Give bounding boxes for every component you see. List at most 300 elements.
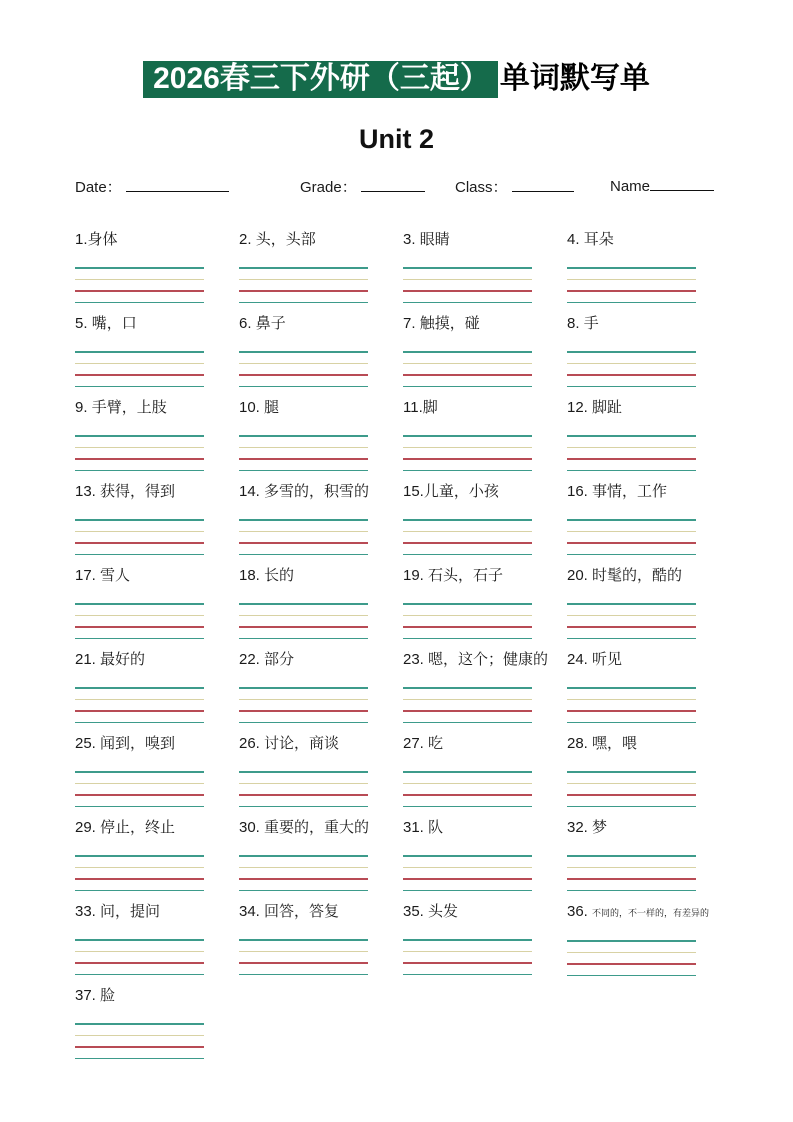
- writing-lines-block: [239, 603, 368, 639]
- item-text: 梦: [592, 819, 608, 836]
- writing-line-top: [567, 603, 696, 605]
- writing-line-lower-mid: [75, 374, 204, 376]
- item-text: 雪人: [100, 567, 131, 584]
- writing-line-upper-mid: [239, 531, 368, 533]
- item-number: 6.: [239, 315, 256, 332]
- word-label: [239, 734, 403, 754]
- item-number: 13.: [75, 483, 101, 500]
- writing-line-top: [239, 603, 368, 605]
- word-item: [403, 482, 567, 566]
- item-text: 闻到，嗅到: [100, 735, 176, 752]
- word-item: [403, 650, 567, 734]
- writing-line-upper-mid: [239, 951, 368, 953]
- writing-line-top: [75, 267, 204, 269]
- writing-lines-block: [75, 267, 204, 303]
- writing-line-bottom: [567, 890, 696, 892]
- word-item: [75, 818, 239, 902]
- title-subtitle: 单词默写单: [499, 62, 650, 95]
- writing-line-bottom: [75, 470, 204, 472]
- item-number: 7.: [403, 315, 420, 332]
- word-grid: [75, 230, 745, 1070]
- word-label: [403, 482, 567, 502]
- item-number: 11.: [403, 399, 423, 416]
- word-item: [75, 398, 239, 482]
- item-text: 听见: [592, 651, 623, 668]
- grade-field: [300, 176, 425, 197]
- item-number: 19.: [403, 567, 429, 584]
- word-label: [75, 230, 239, 250]
- writing-line-lower-mid: [239, 458, 368, 460]
- item-text: 问，提问: [100, 903, 161, 920]
- writing-line-lower-mid: [239, 710, 368, 712]
- item-number: 37.: [75, 987, 101, 1004]
- item-text: 脚: [422, 399, 438, 416]
- writing-line-bottom: [239, 806, 368, 808]
- writing-line-bottom: [403, 806, 532, 808]
- writing-lines-block: [567, 687, 696, 723]
- word-label: [239, 230, 403, 250]
- writing-lines-block: [403, 351, 532, 387]
- item-text: 获得，得到: [100, 483, 176, 500]
- item-text: 头发: [428, 903, 459, 920]
- writing-lines-block: [567, 267, 696, 303]
- writing-line-lower-mid: [403, 374, 532, 376]
- writing-line-bottom: [403, 302, 532, 304]
- writing-lines-block: [403, 939, 532, 975]
- word-label: [403, 650, 567, 670]
- writing-line-upper-mid: [567, 531, 696, 533]
- writing-lines-block: [567, 519, 696, 555]
- writing-lines-block: [75, 687, 204, 723]
- writing-line-top: [239, 687, 368, 689]
- item-number: 26.: [239, 735, 265, 752]
- writing-line-top: [75, 1023, 204, 1025]
- item-text: 脸: [100, 987, 116, 1004]
- word-label: [567, 482, 731, 502]
- writing-line-top: [75, 939, 204, 941]
- writing-lines-block: [403, 687, 532, 723]
- writing-line-bottom: [75, 1058, 204, 1060]
- writing-line-bottom: [239, 890, 368, 892]
- writing-lines-block: [239, 519, 368, 555]
- class-blank-line: [512, 177, 574, 192]
- writing-line-bottom: [403, 554, 532, 556]
- word-label: [239, 482, 403, 502]
- writing-line-upper-mid: [239, 783, 368, 785]
- word-item: [567, 734, 731, 818]
- word-label: [75, 566, 239, 586]
- writing-lines-block: [239, 435, 368, 471]
- item-number: 21.: [75, 651, 101, 668]
- item-text: 鼻子: [255, 315, 286, 332]
- item-text: 嗯，这个；健康的: [428, 651, 549, 668]
- item-text: 儿童，小孩: [423, 483, 499, 500]
- word-item: [567, 818, 731, 902]
- item-number: 3.: [403, 231, 420, 248]
- item-text: 重要的，重大的: [264, 819, 370, 836]
- writing-line-lower-mid: [75, 542, 204, 544]
- word-item: [239, 398, 403, 482]
- item-text: 吃: [428, 735, 444, 752]
- writing-line-bottom: [239, 302, 368, 304]
- writing-line-upper-mid: [239, 867, 368, 869]
- writing-line-lower-mid: [239, 374, 368, 376]
- writing-line-upper-mid: [567, 699, 696, 701]
- word-item: [75, 650, 239, 734]
- writing-line-lower-mid: [75, 1046, 204, 1048]
- writing-line-upper-mid: [239, 615, 368, 617]
- writing-line-upper-mid: [567, 279, 696, 281]
- word-item: [567, 902, 731, 986]
- item-number: 32.: [567, 819, 593, 836]
- page-title: [0, 58, 793, 100]
- writing-lines-block: [239, 855, 368, 891]
- writing-line-bottom: [403, 722, 532, 724]
- item-number: 10.: [239, 399, 265, 416]
- word-item: [75, 314, 239, 398]
- writing-line-upper-mid: [75, 531, 204, 533]
- writing-line-bottom: [567, 722, 696, 724]
- item-text: 眼睛: [419, 231, 450, 248]
- writing-line-bottom: [403, 638, 532, 640]
- writing-line-bottom: [75, 554, 204, 556]
- writing-line-lower-mid: [567, 458, 696, 460]
- name-label: Name: [610, 178, 651, 195]
- writing-line-top: [75, 855, 204, 857]
- item-text: 耳朵: [583, 231, 614, 248]
- writing-line-top: [403, 771, 532, 773]
- writing-line-lower-mid: [239, 794, 368, 796]
- word-label: [239, 650, 403, 670]
- writing-line-bottom: [567, 470, 696, 472]
- item-text: 队: [428, 819, 444, 836]
- item-number: 18.: [239, 567, 265, 584]
- word-item: [75, 482, 239, 566]
- writing-line-top: [403, 267, 532, 269]
- writing-line-bottom: [239, 470, 368, 472]
- writing-line-lower-mid: [403, 458, 532, 460]
- writing-lines-block: [403, 267, 532, 303]
- word-item: [239, 230, 403, 314]
- writing-line-top: [239, 855, 368, 857]
- unit-title: Unit 2: [358, 124, 434, 154]
- writing-line-bottom: [567, 638, 696, 640]
- writing-line-upper-mid: [567, 867, 696, 869]
- word-item: [403, 398, 567, 482]
- writing-line-bottom: [75, 302, 204, 304]
- writing-line-lower-mid: [75, 962, 204, 964]
- word-label: [567, 398, 731, 418]
- writing-line-lower-mid: [403, 878, 532, 880]
- word-item: [403, 818, 567, 902]
- item-text: 不同的，不一样的，有差异的: [592, 908, 710, 918]
- writing-line-top: [75, 435, 204, 437]
- item-text: 触摸，碰: [419, 315, 480, 332]
- item-text: 头，头部: [255, 231, 316, 248]
- writing-line-lower-mid: [403, 962, 532, 964]
- class-field: [455, 176, 574, 197]
- writing-line-upper-mid: [403, 363, 532, 365]
- writing-lines-block: [567, 435, 696, 471]
- writing-lines-block: [75, 603, 204, 639]
- item-text: 时髦的，酷的: [592, 567, 683, 584]
- writing-line-lower-mid: [567, 626, 696, 628]
- writing-line-lower-mid: [239, 626, 368, 628]
- writing-line-lower-mid: [75, 458, 204, 460]
- item-number: 9.: [75, 399, 92, 416]
- writing-lines-block: [403, 771, 532, 807]
- writing-lines-block: [239, 267, 368, 303]
- item-number: 20.: [567, 567, 593, 584]
- writing-line-top: [567, 687, 696, 689]
- word-item: [75, 902, 239, 986]
- writing-line-upper-mid: [75, 951, 204, 953]
- class-label: Class：: [455, 179, 508, 196]
- word-item: [239, 566, 403, 650]
- writing-line-bottom: [75, 974, 204, 976]
- word-label: [75, 650, 239, 670]
- writing-line-bottom: [75, 386, 204, 388]
- item-number: 30.: [239, 819, 265, 836]
- writing-line-top: [567, 435, 696, 437]
- word-item: [239, 734, 403, 818]
- word-label: [239, 566, 403, 586]
- writing-line-top: [75, 687, 204, 689]
- writing-line-upper-mid: [75, 363, 204, 365]
- writing-line-upper-mid: [239, 279, 368, 281]
- item-number: 12.: [567, 399, 593, 416]
- item-text: 身体: [87, 231, 118, 248]
- writing-line-top: [239, 435, 368, 437]
- item-text: 事情，工作: [592, 483, 668, 500]
- item-text: 嘿，喂: [592, 735, 638, 752]
- writing-line-lower-mid: [403, 626, 532, 628]
- name-field: [610, 176, 714, 195]
- writing-line-upper-mid: [567, 783, 696, 785]
- writing-line-bottom: [403, 890, 532, 892]
- writing-line-bottom: [403, 974, 532, 976]
- writing-line-lower-mid: [567, 878, 696, 880]
- writing-line-lower-mid: [567, 963, 696, 965]
- item-number: 28.: [567, 735, 593, 752]
- word-item: [567, 566, 731, 650]
- word-item: [239, 902, 403, 986]
- writing-lines-block: [567, 603, 696, 639]
- item-text: 手臂，上肢: [91, 399, 167, 416]
- item-number: 25.: [75, 735, 101, 752]
- writing-line-bottom: [403, 470, 532, 472]
- writing-line-upper-mid: [567, 952, 696, 954]
- writing-lines-block: [239, 351, 368, 387]
- writing-line-top: [239, 771, 368, 773]
- writing-line-bottom: [403, 386, 532, 388]
- writing-lines-block: [75, 435, 204, 471]
- item-number: 8.: [567, 315, 584, 332]
- word-label: [567, 314, 731, 334]
- writing-line-bottom: [75, 722, 204, 724]
- writing-line-bottom: [567, 554, 696, 556]
- writing-lines-block: [239, 939, 368, 975]
- grade-blank-line: [361, 177, 425, 192]
- writing-line-top: [239, 519, 368, 521]
- item-text: 讨论，商谈: [264, 735, 340, 752]
- item-number: 33.: [75, 903, 101, 920]
- item-text: 回答，答复: [264, 903, 340, 920]
- writing-line-lower-mid: [567, 290, 696, 292]
- word-item: [239, 650, 403, 734]
- word-item: [567, 398, 731, 482]
- writing-line-top: [403, 603, 532, 605]
- word-item: [239, 314, 403, 398]
- item-number: 16.: [567, 483, 593, 500]
- writing-line-lower-mid: [75, 794, 204, 796]
- word-item: [403, 314, 567, 398]
- word-item: [403, 566, 567, 650]
- writing-line-lower-mid: [567, 794, 696, 796]
- writing-lines-block: [239, 771, 368, 807]
- word-label: [403, 902, 567, 922]
- item-number: 17.: [75, 567, 101, 584]
- date-field: [75, 176, 229, 197]
- word-label: [239, 818, 403, 838]
- item-number: 22.: [239, 651, 265, 668]
- date-blank-line: [126, 177, 229, 192]
- word-item: [567, 314, 731, 398]
- writing-line-lower-mid: [239, 878, 368, 880]
- item-number: 35.: [403, 903, 429, 920]
- writing-line-bottom: [567, 386, 696, 388]
- writing-line-upper-mid: [403, 447, 532, 449]
- writing-line-bottom: [239, 386, 368, 388]
- word-label: [75, 734, 239, 754]
- word-item: [75, 986, 239, 1070]
- writing-line-upper-mid: [403, 279, 532, 281]
- writing-line-lower-mid: [239, 290, 368, 292]
- writing-line-bottom: [567, 806, 696, 808]
- word-label: [75, 482, 239, 502]
- writing-lines-block: [239, 687, 368, 723]
- title-highlight: 2026春三下外研（三起）: [143, 61, 498, 98]
- writing-lines-block: [567, 855, 696, 891]
- writing-line-upper-mid: [75, 279, 204, 281]
- word-item: [75, 566, 239, 650]
- writing-line-top: [239, 267, 368, 269]
- item-text: 停止，终止: [100, 819, 176, 836]
- writing-lines-block: [75, 855, 204, 891]
- writing-lines-block: [75, 939, 204, 975]
- item-number: 14.: [239, 483, 265, 500]
- writing-lines-block: [567, 771, 696, 807]
- item-number: 27.: [403, 735, 429, 752]
- item-number: 23.: [403, 651, 429, 668]
- writing-line-lower-mid: [567, 374, 696, 376]
- writing-line-lower-mid: [75, 878, 204, 880]
- writing-line-bottom: [567, 302, 696, 304]
- writing-line-top: [403, 939, 532, 941]
- writing-line-upper-mid: [75, 783, 204, 785]
- writing-line-top: [75, 351, 204, 353]
- item-text: 石头，石子: [428, 567, 504, 584]
- writing-line-lower-mid: [403, 542, 532, 544]
- writing-line-upper-mid: [567, 447, 696, 449]
- writing-line-bottom: [75, 890, 204, 892]
- word-label: [403, 818, 567, 838]
- writing-line-upper-mid: [403, 951, 532, 953]
- writing-line-bottom: [239, 638, 368, 640]
- word-label: [403, 314, 567, 334]
- item-number: 24.: [567, 651, 593, 668]
- writing-line-lower-mid: [567, 710, 696, 712]
- word-label: [403, 566, 567, 586]
- word-label: [567, 566, 731, 586]
- word-label: [567, 902, 731, 923]
- writing-line-top: [567, 351, 696, 353]
- writing-line-upper-mid: [75, 867, 204, 869]
- word-label: [567, 650, 731, 670]
- writing-line-bottom: [239, 722, 368, 724]
- grade-label: Grade：: [300, 179, 357, 196]
- word-label: [239, 398, 403, 418]
- date-label: Date：: [75, 179, 122, 196]
- word-label: [567, 818, 731, 838]
- writing-line-top: [567, 940, 696, 942]
- writing-lines-block: [567, 351, 696, 387]
- writing-line-lower-mid: [239, 962, 368, 964]
- writing-line-top: [403, 435, 532, 437]
- writing-line-upper-mid: [403, 699, 532, 701]
- writing-line-upper-mid: [75, 699, 204, 701]
- writing-line-lower-mid: [403, 710, 532, 712]
- word-item: [567, 482, 731, 566]
- writing-line-upper-mid: [239, 699, 368, 701]
- writing-line-bottom: [75, 638, 204, 640]
- item-text: 多雪的，积雪的: [264, 483, 370, 500]
- item-text: 手: [583, 315, 599, 332]
- writing-line-top: [403, 519, 532, 521]
- item-number: 34.: [239, 903, 265, 920]
- writing-line-lower-mid: [567, 542, 696, 544]
- item-text: 部分: [264, 651, 295, 668]
- word-label: [403, 398, 567, 418]
- item-text: 脚趾: [592, 399, 623, 416]
- writing-line-upper-mid: [239, 447, 368, 449]
- writing-line-top: [239, 939, 368, 941]
- word-item: [239, 482, 403, 566]
- writing-line-bottom: [239, 974, 368, 976]
- item-text: 嘴，口: [91, 315, 137, 332]
- word-item: [403, 734, 567, 818]
- item-number: 31.: [403, 819, 429, 836]
- writing-lines-block: [403, 519, 532, 555]
- fields-row: [0, 176, 793, 202]
- writing-lines-block: [403, 855, 532, 891]
- writing-line-bottom: [239, 554, 368, 556]
- word-item: [75, 734, 239, 818]
- item-text: 最好的: [100, 651, 146, 668]
- writing-line-lower-mid: [75, 626, 204, 628]
- writing-line-top: [567, 267, 696, 269]
- word-label: [75, 398, 239, 418]
- writing-lines-block: [403, 603, 532, 639]
- item-number: 36.: [567, 903, 593, 920]
- word-item: [567, 230, 731, 314]
- writing-line-lower-mid: [403, 794, 532, 796]
- writing-line-bottom: [75, 806, 204, 808]
- word-label: [75, 314, 239, 334]
- writing-line-top: [239, 351, 368, 353]
- writing-line-upper-mid: [567, 363, 696, 365]
- item-number: 29.: [75, 819, 101, 836]
